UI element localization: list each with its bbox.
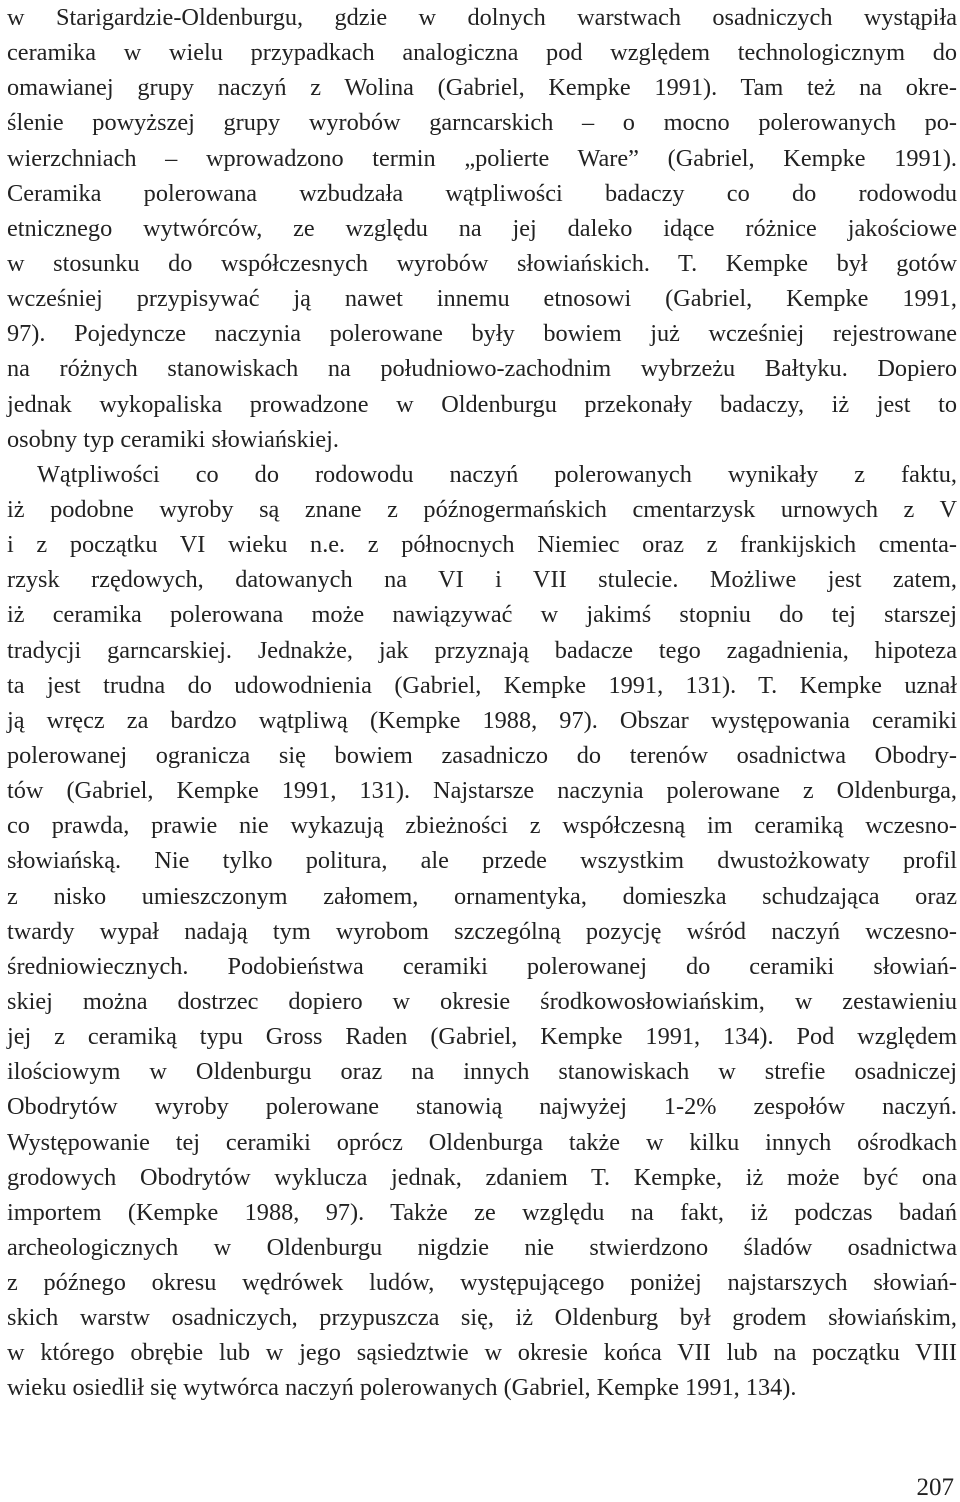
text-line: ślenie powyższej grupy wyrobów garncarskich – o mocno polerowanych po- xyxy=(7,109,957,137)
text-line: z nisko umieszczonym załomem, ornamentyka, domieszka schudzająca oraz xyxy=(7,882,957,910)
text-line: polerowanej ogranicza się bowiem zasadniczo do terenów osadnictwa Obodry- xyxy=(7,741,957,769)
text-line: Występowanie tej ceramiki oprócz Oldenburga także w kilku innych ośrodkach xyxy=(7,1128,957,1156)
text-line: ta jest trudna do udowodnienia (Gabriel, Kempke 1991, 131). T. Kempke uznał xyxy=(7,671,957,699)
text-line: w Starigardzie-Oldenburgu, gdzie w dolnych warstwach osadniczych wystąpiła xyxy=(7,4,957,31)
text-line: ilościowym w Oldenburgu oraz na innych stanowiskach w strefie osadniczej xyxy=(7,1058,957,1086)
text-line: archeologicznych w Oldenburgu nigdzie nie stwierdzono śladów osadnictwa xyxy=(7,1233,957,1261)
text-line: wieku osiedlił się wytwórca naczyń polerowanych (Gabriel, Kempke 1991, 134). xyxy=(7,1374,797,1402)
text-line: jej z ceramiką typu Gross Raden (Gabriel, Kempke 1991, 134). Pod względem xyxy=(7,1023,957,1051)
text-line: iż podobne wyroby są znane z późnogermańskich cmentarzysk urnowych z V xyxy=(7,495,957,523)
text-line: na różnych stanowiskach na południowo-zachodnim wybrzeżu Bałtyku. Dopiero xyxy=(7,355,957,383)
text-line: importem (Kempke 1988, 97). Także ze względu na fakt, iż podczas badań xyxy=(7,1198,957,1226)
text-line: ceramika w wielu przypadkach analogiczna pod względem technologicznym do xyxy=(7,39,957,67)
text-line: 97). Pojedyncze naczynia polerowane były bowiem już wcześniej rejestrowane xyxy=(7,320,957,348)
text-line: etnicznego wytwórców, ze względu na jej daleko idące różnice jakościowe xyxy=(7,214,957,242)
text-line: Ceramika polerowana wzbudzała wątpliwości badaczy co do rodowodu xyxy=(7,179,957,207)
text-line: skich warstw osadniczych, przypuszcza się, iż Oldenburg był grodem słowiańskim, xyxy=(7,1304,957,1332)
text-line: słowiańską. Nie tylko politura, ale przede wszystkim dwustożkowaty profil xyxy=(7,847,957,875)
paragraph xyxy=(7,457,957,1406)
body-text xyxy=(7,0,957,1406)
text-line: rzysk rzędowych, datowanych na VI i VII stulecie. Możliwe jest zatem, xyxy=(7,566,957,594)
text-line: ją wręcz za bardzo wątpliwą (Kempke 1988, 97). Obszar występowania ceramiki xyxy=(7,706,957,734)
text-line: w stosunku do współczesnych wyrobów słowiańskich. T. Kempke był gotów xyxy=(7,249,957,277)
text-line: tradycji garncarskiej. Jednakże, jak przyznają badacze tego zagadnienia, hipoteza xyxy=(7,636,957,664)
text-line: Obodrytów wyroby polerowane stanowią najwyżej 1-2% zespołów naczyń. xyxy=(7,1093,957,1121)
text-line: skiej można dostrzec dopiero w okresie środkowosłowiańskim, w zestawieniu xyxy=(7,987,957,1015)
text-line: twardy wypał nadają tym wyrobom szczególną pozycję wśród naczyń wczesno- xyxy=(7,917,957,945)
text-line: w którego obrębie lub w jego sąsiedztwie w okresie końca VII lub na początku VIII xyxy=(7,1339,957,1367)
text-line: i z początku VI wieku n.e. z północnych Niemiec oraz z frankijskich cmenta- xyxy=(7,531,957,559)
page-number: 207 xyxy=(916,1474,954,1501)
text-line: wierzchniach – wprowadzono termin „polierte Ware” (Gabriel, Kempke 1991). xyxy=(7,144,957,172)
text-line: tów (Gabriel, Kempke 1991, 131). Najstarsze naczynia polerowane z Oldenburga, xyxy=(7,777,957,805)
text-line: grodowych Obodrytów wyklucza jednak, zdaniem T. Kempke, iż może być ona xyxy=(7,1163,957,1191)
text-line: średniowiecznych. Podobieństwa ceramiki polerowanej do ceramiki słowiań- xyxy=(7,952,957,980)
text-line: omawianej grupy naczyń z Wolina (Gabriel, Kempke 1991). Tam też na okre- xyxy=(7,74,957,102)
text-line: osobny typ ceramiki słowiańskiej. xyxy=(7,425,340,453)
paragraph xyxy=(7,0,957,457)
text-line: iż ceramika polerowana może nawiązywać w jakimś stopniu do tej starszej xyxy=(7,601,957,629)
text-line: co prawda, prawie nie wykazują zbieżności z współczesną im ceramiką wczesno- xyxy=(7,812,957,840)
text-line: Wątpliwości co do rodowodu naczyń polerowanych wynikały z faktu, xyxy=(37,460,957,488)
text-line: wcześniej przypisywać ją nawet innemu etnosowi (Gabriel, Kempke 1991, xyxy=(7,285,957,313)
text-line: jednak wykopaliska prowadzone w Oldenburgu przekonały badaczy, iż jest to xyxy=(7,390,957,418)
text-line: z późnego okresu wędrówek ludów, występującego poniżej najstarszych słowiań- xyxy=(7,1269,957,1297)
